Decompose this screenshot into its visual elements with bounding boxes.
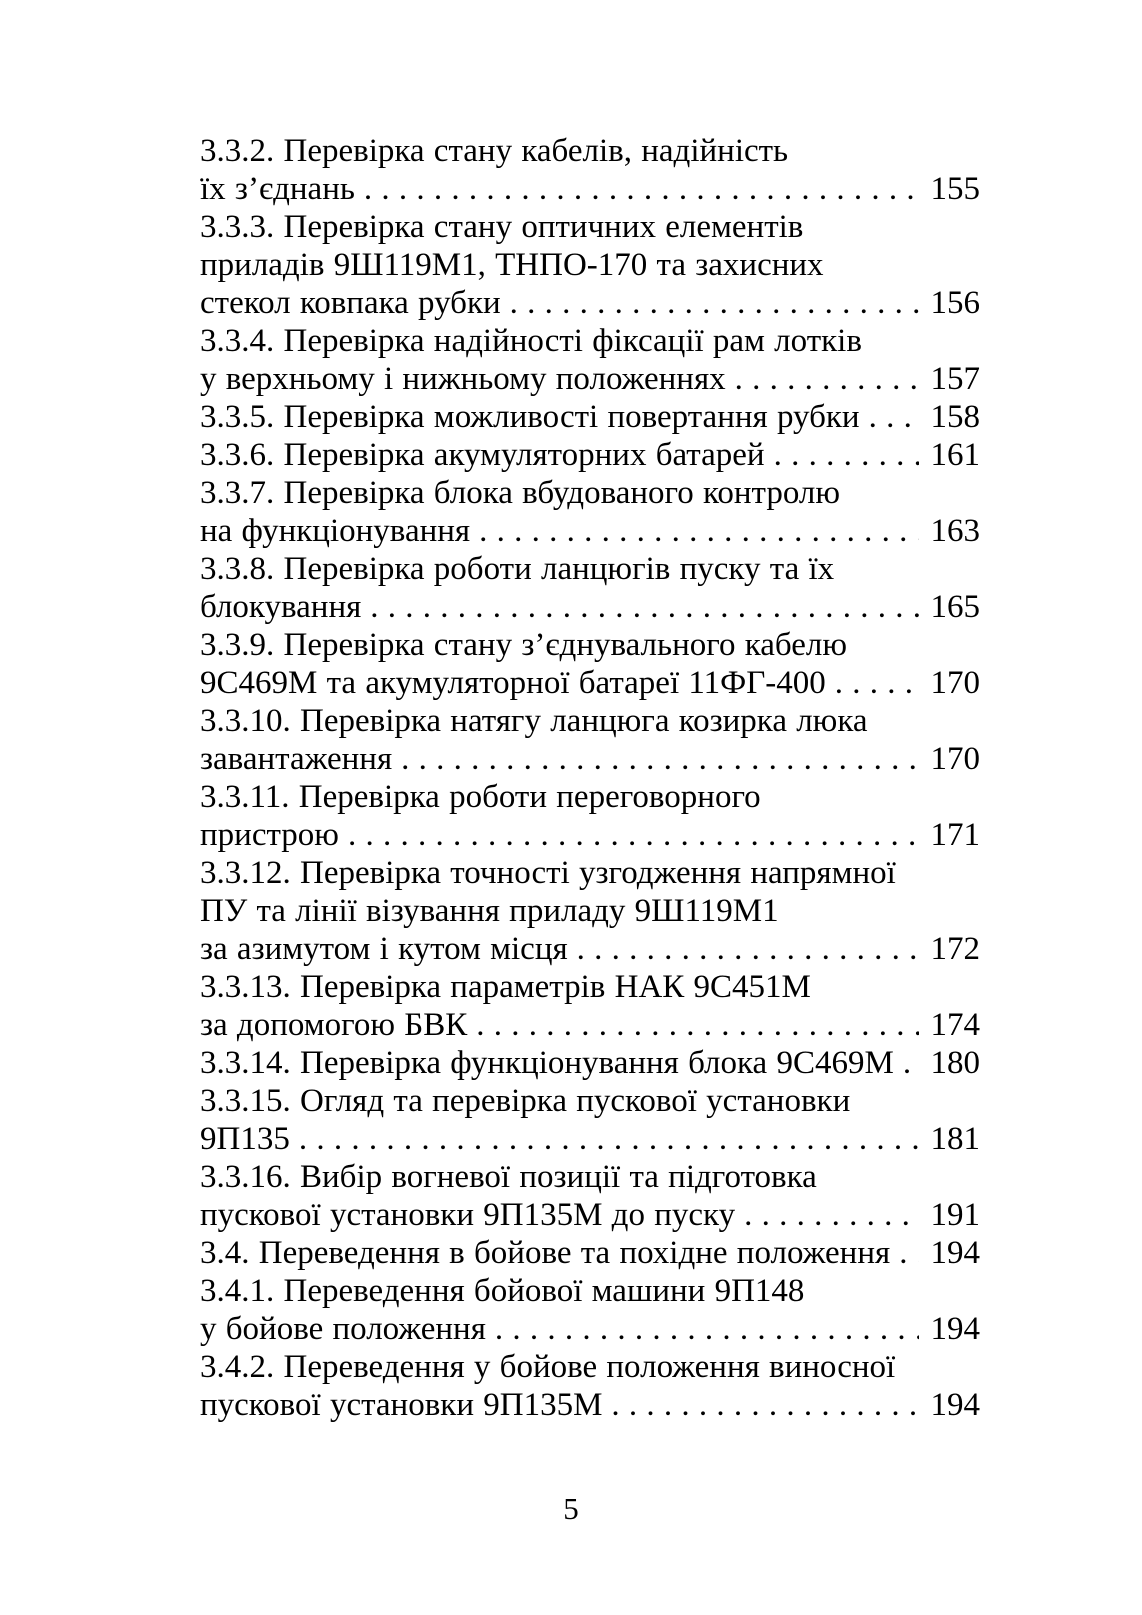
toc-line [200,322,980,360]
toc-line [200,816,980,854]
toc-line [200,1348,980,1386]
toc-text: 9С469М та акумуляторної батареї 11ФГ-400 [200,665,826,701]
table-of-contents [200,132,980,1424]
toc-page-number: 194 [930,1387,980,1423]
toc-line [200,132,980,170]
dot-leader [744,1196,918,1234]
toc-line [200,208,980,246]
toc-text: 3.3.3. Перевірка стану оптичних елементів [200,209,804,245]
toc-line [200,1234,980,1272]
toc-text: 3.3.4. Перевірка надійності фіксації рам лотків [200,323,862,359]
folio-page-number: 5 [563,1491,579,1526]
toc-page-number: 155 [930,171,980,207]
toc-text: стекол ковпака рубки [200,285,501,321]
dot-leader [479,512,918,550]
toc-text: 3.3.10. Перевірка натягу ланцюга козирка люка [200,703,868,739]
toc-page-number: 158 [930,399,980,435]
toc-line [200,1006,980,1044]
toc-text: 9П135 [200,1121,290,1157]
toc-text: їх з’єднань [200,171,355,207]
toc-page-number: 170 [930,665,980,701]
dot-leader [869,398,919,436]
toc-text: 3.3.16. Вибір вогневої позиції та підготовка [200,1159,817,1195]
toc-line [200,1386,980,1424]
toc-page-number: 170 [930,741,980,777]
toc-line [200,1120,980,1158]
dot-leader [735,360,919,398]
toc-text: за допомогою БВК [200,1007,468,1043]
toc-line [200,1310,980,1348]
dot-leader [510,284,919,322]
toc-page-number: 161 [930,437,980,473]
toc-text: 3.3.13. Перевірка параметрів НАК 9С451М [200,969,811,1005]
toc-line [200,930,980,968]
toc-text: ПУ та лінії візування приладу 9Ш119М1 [200,893,779,929]
page-footer [0,1490,1142,1528]
dot-leader [370,588,918,626]
toc-page-number: 163 [930,513,980,549]
toc-text: 3.3.6. Перевірка акумуляторних батарей [200,437,765,473]
dot-leader [364,170,919,208]
toc-text: 3.3.15. Огляд та перевірка пускової установки [200,1083,851,1119]
toc-line [200,968,980,1006]
toc-line [200,360,980,398]
toc-text: 3.3.9. Перевірка стану з’єднувального кабелю [200,627,848,663]
toc-text: пристрою [200,817,339,853]
dot-leader [611,1386,918,1424]
toc-page-number: 180 [930,1045,980,1081]
toc-text: 3.3.8. Перевірка роботи ланцюгів пуску та їх [200,551,835,587]
toc-line [200,1272,980,1310]
toc-line [200,1044,980,1082]
toc-text: блокування [200,589,362,625]
toc-text: на функціонування [200,513,471,549]
toc-text: 3.3.11. Перевірка роботи переговорного [200,779,761,815]
toc-page-number: 165 [930,589,980,625]
toc-line [200,702,980,740]
toc-text: 3.4.1. Переведення бойової машини 9П148 [200,1273,805,1309]
toc-text: за азимутом і кутом місця [200,931,568,967]
toc-text: 3.3.2. Перевірка стану кабелів, надійність [200,133,789,169]
dot-leader [299,1120,919,1158]
toc-page-number: 172 [930,931,980,967]
dot-leader [401,740,918,778]
toc-line [200,664,980,702]
toc-line [200,740,980,778]
toc-text: 3.4.2. Переведення у бойове положення виносної [200,1349,896,1385]
toc-text: пускової установки 9П135М до пуску [200,1197,736,1233]
toc-line [200,436,980,474]
dot-leader [774,436,919,474]
dot-leader [476,1006,918,1044]
toc-page-number: 157 [930,361,980,397]
toc-text: завантаження [200,741,393,777]
dot-leader [835,664,919,702]
toc-text: 3.3.7. Перевірка блока вбудованого контролю [200,475,841,511]
dot-leader [903,1044,919,1082]
toc-line [200,1082,980,1120]
toc-page-number: 174 [930,1007,980,1043]
dot-leader [348,816,919,854]
toc-text: у верхньому і нижньому положеннях [200,361,726,397]
toc-line [200,1196,980,1234]
toc-text: у бойове положення [200,1311,486,1347]
toc-page-number: 171 [930,817,980,853]
toc-line [200,892,980,930]
toc-line [200,854,980,892]
toc-line [200,550,980,588]
toc-page-number: 181 [930,1121,980,1157]
toc-line [200,246,980,284]
toc-page-number: 156 [930,285,980,321]
toc-line [200,284,980,322]
toc-line [200,170,980,208]
toc-line [200,398,980,436]
toc-text: пускової установки 9П135М [200,1387,603,1423]
toc-line [200,1158,980,1196]
dot-leader [495,1310,919,1348]
toc-line [200,778,980,816]
toc-page-number: 194 [930,1311,980,1347]
toc-page-number: 194 [930,1235,980,1271]
toc-text: 3.4. Переведення в бойове та похідне положення [200,1235,891,1271]
toc-text: 3.3.14. Перевірка функціонування блока 9С469М [200,1045,894,1081]
dot-leader [577,930,919,968]
toc-line [200,588,980,626]
toc-text: 3.3.5. Перевірка можливості повертання рубки [200,399,860,435]
toc-line [200,626,980,664]
dot-leader [899,1234,918,1272]
toc-page-number: 191 [930,1197,980,1233]
toc-line [200,512,980,550]
toc-text: 3.3.12. Перевірка точності узгодження напрямної [200,855,896,891]
toc-line [200,474,980,512]
toc-text: приладів 9Ш119М1, ТНПО-170 та захисних [200,247,824,283]
